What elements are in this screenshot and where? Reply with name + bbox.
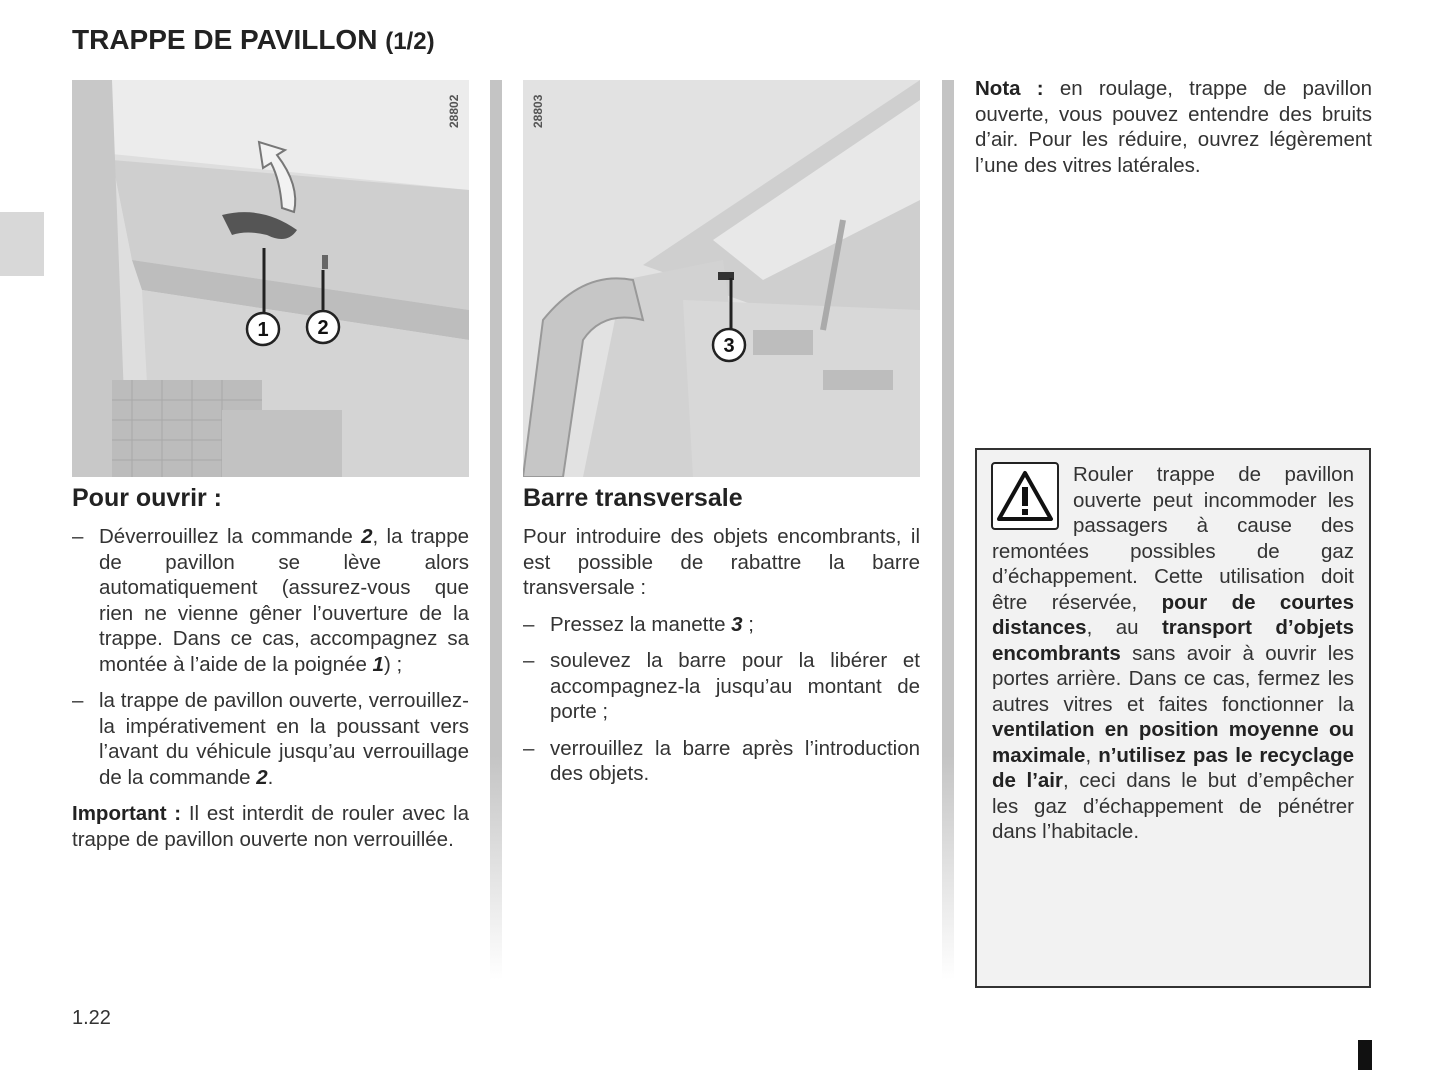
figure-ref-number: 28802 [447,94,461,128]
callout-2: 2 [317,317,329,339]
callout-1: 1 [257,319,269,341]
list-item: – soulevez la barre pour la libérer et accompagnez-la jusqu’au montant de porte ; [523,649,920,723]
callout-3: 3 [723,335,735,357]
section-heading-open: Pour ouvrir : [72,484,223,512]
warning-triangle-icon [991,462,1059,530]
nota-paragraph: Nota : en roulage, trappe de pavillon ouverte, vous pouvez entendre des bruits d’air. Pour les réduire, ouvrez légèrement l’une des vitres latérales. [975,77,1373,177]
list-item: – la trappe de pavillon ouverte, verrouillez-la impérativement en la poussant vers l’avant du véhicule jusqu’au verrouillage de la commande 2. [72,689,469,789]
list-item: – Déverrouillez la commande 2, la trappe de pavillon se lève alors automatiquement (assurez-vous que rien ne vienne gêner l’ouverture de la trappe. Dans ce cas, accompagnez sa montée à l’aide de la poignée 1) ; [72,525,470,676]
page-title: TRAPPE DE PAVILLON (1/2) [72,24,435,55]
page-corner-mark [1358,1040,1372,1070]
column-divider [490,80,502,980]
section-crossbar-body [523,524,920,798]
crossbar-intro: Pour introduire des objets encombrants, il est possible de rabattre la barre transversale : [523,525,920,599]
figure-ref-number: 28803 [531,94,545,128]
callout-markers [245,310,345,350]
column-divider [942,80,954,980]
list-item: – Pressez la manette 3 ; [523,612,754,636]
important-note: Important : Il est interdit de rouler avec la trappe de pavillon ouverte non verrouillée. [72,802,469,851]
warning-box [975,448,1371,988]
chapter-tab [0,212,44,276]
figure-roof-hatch-interior [72,80,469,477]
page-number: 1.22 [72,1007,111,1029]
figure-crossbar [523,80,920,477]
section-open-body [72,524,469,852]
list-item: – verrouillez la barre après l’introduction des objets. [523,736,920,785]
page-title-suffix: (1/2) [385,28,435,55]
section-heading-crossbar: Barre transversale [523,484,743,512]
warning-text: Rouler trappe de pavillon ouverte peut incommoder les passagers à cause des remontées possibles de gaz d’échappement. Cette utilisation doit être réservée, pour de courtes distances, au transport d’objets encombrants sans avoir à ouvrir les portes arrière. Dans ce cas, fermez les autres vitres et faites fonctionner la ventilation en position moyenne ou maximale, n’utilisez pas le recyclage de l’air, ceci dans le but d’empêcher les gaz d’échappement de pénétrer dans l’habitacle. [992,463,1354,843]
callout-markers [711,327,747,363]
